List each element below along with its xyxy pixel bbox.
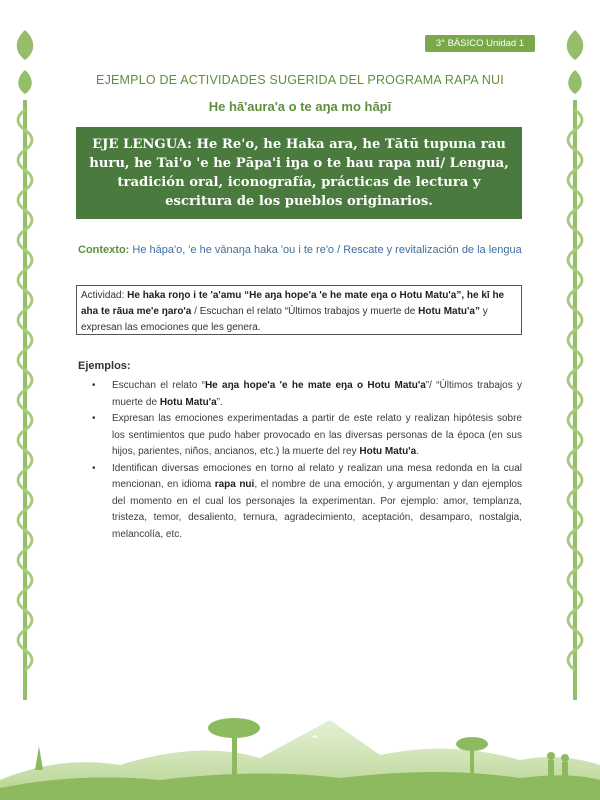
left-decorative-border <box>8 30 42 710</box>
item1-text-a: Escuchan el relato “ <box>112 380 205 391</box>
actividad-tail-text: y expresan las emociones que les genera. <box>81 306 488 333</box>
right-decorative-border <box>558 30 592 710</box>
item3-text-a: Identifican diversas emociones en torno al relato y realizan una mesa redonda en la cual mencionan, en idioma <box>112 462 522 490</box>
list-item <box>88 411 522 461</box>
item1-text-c: ”/ “Últimos trabajos y muerte de <box>112 380 522 408</box>
list-item <box>88 461 522 544</box>
ejemplos-list <box>88 378 522 543</box>
eje-lengua-box <box>76 127 522 219</box>
program-title: EJEMPLO DE ACTIVIDADES SUGERIDA DEL PROGRAMA RAPA NUI <box>96 73 504 87</box>
actividad-rapanui-text: He haka roŋo i te 'a'amu “He aŋa hope'a 'e he mate eŋa o Hotu Matu'a”, he kī he aha te rāua me'e ŋaro'a <box>81 290 505 317</box>
bullet-icon: • <box>92 413 96 424</box>
bullet-icon: • <box>92 380 96 391</box>
contexto-line <box>78 244 528 256</box>
actividad-separator-text: / Escuchan el relato “Últimos trabajos y muerte de <box>191 306 419 317</box>
item2-text-a: Expresan las emociones experimentadas a partir de este relato y realizan hipótesis sobre los sentimientos que pudo haber provocado en las diversas personas de la época (en sus hijos, parientes, niños, ancianos, etc.) la muerte del rey <box>112 413 522 457</box>
ejemplos-heading: Ejemplos: <box>78 360 131 372</box>
item3-text-c: , el nombre de una emoción, y argumentan y dan ejemplos del momento en el cual los personajes la experimentan. Por ejemplo: amor, templanza, tristeza, temor, desaliento, ternura, agradecimiento, aceptación, desamparo, nostalgia, melancolía, etc. <box>112 479 522 540</box>
item2-text-c: . <box>416 446 419 457</box>
page-subtitle: He hā'aura'a o te aŋa mo hāpī <box>208 99 392 114</box>
actividad-box <box>76 285 522 335</box>
contexto-text: He hāpa'o, 'e he vānaŋa haka 'ou i te re'o / Rescate y revitalización de la lengua <box>129 244 522 256</box>
item1-hotu-matua: Hotu Matu'a <box>159 396 217 408</box>
grade-unit-badge: 3° BÁSICO Unidad 1 <box>425 35 535 52</box>
bullet-icon: • <box>92 462 96 474</box>
actividad-label: Actividad: <box>81 290 128 301</box>
eje-lengua-text: EJE LENGUA: He Re'o, he Haka ara, he Tātū tupuna rau huru, he Tai'o 'e he Pāpa'i iŋa o te hau rapa nui/ Lengua, tradición oral, iconografía, prácticas de lectura y escritura de los pueblos originarios. <box>89 137 509 209</box>
item1-title-rapanui: He aŋa hope'a 'e he mate eŋa o Hotu Matu'a <box>204 380 426 391</box>
list-item <box>88 378 522 411</box>
item1-text-e: ”. <box>216 396 223 408</box>
contexto-label: Contexto: <box>78 244 130 256</box>
actividad-hotu-matua: Hotu Matu'a” <box>418 306 480 317</box>
item3-rapa-nui: rapa nui <box>214 479 255 490</box>
item2-hotu-matua: Hotu Matu'a <box>359 446 417 457</box>
footer-landscape-illustration <box>0 660 600 800</box>
